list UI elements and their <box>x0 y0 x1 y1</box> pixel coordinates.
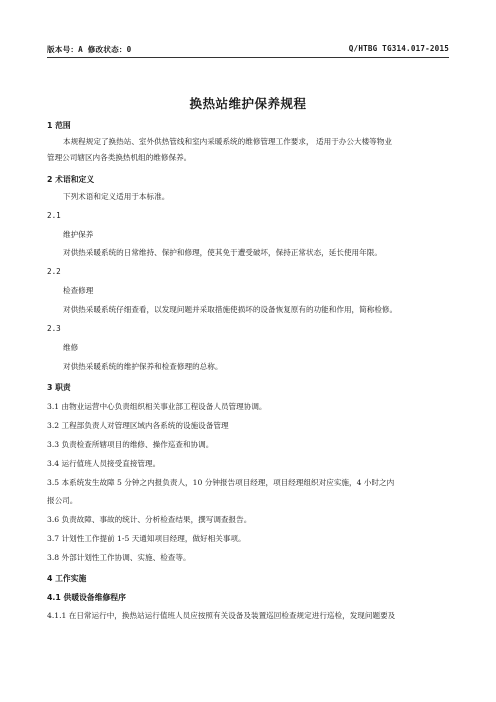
section-4-heading: 4 工作实施 <box>47 574 87 583</box>
duty-3-7: 3.7 计划性工作提前 1-5 天通知项目经理，做好相关事项。 <box>47 534 246 543</box>
term-2-2-name: 检查修理 <box>63 286 94 295</box>
document-title: 换热站维护保养规程 <box>189 96 307 111</box>
duty-3-8: 3.8 外部计划性工作协调、实施、检查等。 <box>47 553 191 562</box>
duty-3-3: 3.3 负责检查所辖项目的维修、操作巡查和协调。 <box>47 440 214 449</box>
standard-code: Q/HTBG TG314.017-2015 <box>348 44 449 53</box>
term-2-1-definition: 对供热采暖系统的日常维持、保护和修理，使其免于遭受破坏，保持正常状态，延长使用年限。 <box>63 248 382 257</box>
duty-3-5-cont: 报公司。 <box>47 496 78 505</box>
version-status: 版本号：A 修改状态：0 <box>47 45 132 54</box>
term-2-1-name: 维护保养 <box>63 230 94 239</box>
section-3-heading: 3 职责 <box>47 383 71 392</box>
section-1-paragraph-cont: 管理公司辖区内各类换热机组的维修保养。 <box>47 153 192 162</box>
duty-3-4: 3.4 运行值班人员接受直接管理。 <box>47 459 161 468</box>
header-divider <box>47 57 449 58</box>
section-1-paragraph: 本规程规定了换热站、室外供热管线和室内采暖系统的维修管理工作要求， 适用于办公大楼等物业 <box>63 137 392 146</box>
term-2-2-definition: 对供热采暖系统仔细查看，以发现问题并采取措施使损坏的设备恢复原有的功能和作用，简称检修。 <box>63 305 398 314</box>
section-1-heading: 1 范围 <box>47 121 71 130</box>
term-2-3-name: 维修 <box>63 343 79 352</box>
term-2-2-number: 2.2 <box>47 267 61 276</box>
section-2-heading: 2 术语和定义 <box>47 175 95 184</box>
duty-3-2: 3.2 工程部负责人对管理区域内各系统的设施设备管理 <box>47 421 229 430</box>
section-2-intro: 下列术语和定义适用于本标准。 <box>63 192 170 201</box>
term-2-3-definition: 对供热采暖系统的维护保养和检查修理的总称。 <box>63 362 223 371</box>
duty-3-6: 3.6 负责故障、事故的统计、分析检查结果，撰写调查报告。 <box>47 515 252 524</box>
duty-3-5: 3.5 本系统发生故障 5 分钟之内报负责人，10 分钟报告项目经理，项目经理组织对应实施，4 小时之内 <box>47 478 395 487</box>
duty-3-1: 3.1 由物业运营中心负责组织相关事业部工程设备人员管理协调。 <box>47 402 267 411</box>
term-2-3-number: 2.3 <box>47 324 61 333</box>
term-2-1-number: 2.1 <box>47 211 61 220</box>
clause-4-1-1: 4.1.1 在日常运行中，换热站运行值班人员应按照有关设备及装置巡回检查规定进行巡检，发现问题要及 <box>47 611 396 620</box>
subsection-4-1-heading: 4.1 供暖设备维修程序 <box>47 593 126 602</box>
